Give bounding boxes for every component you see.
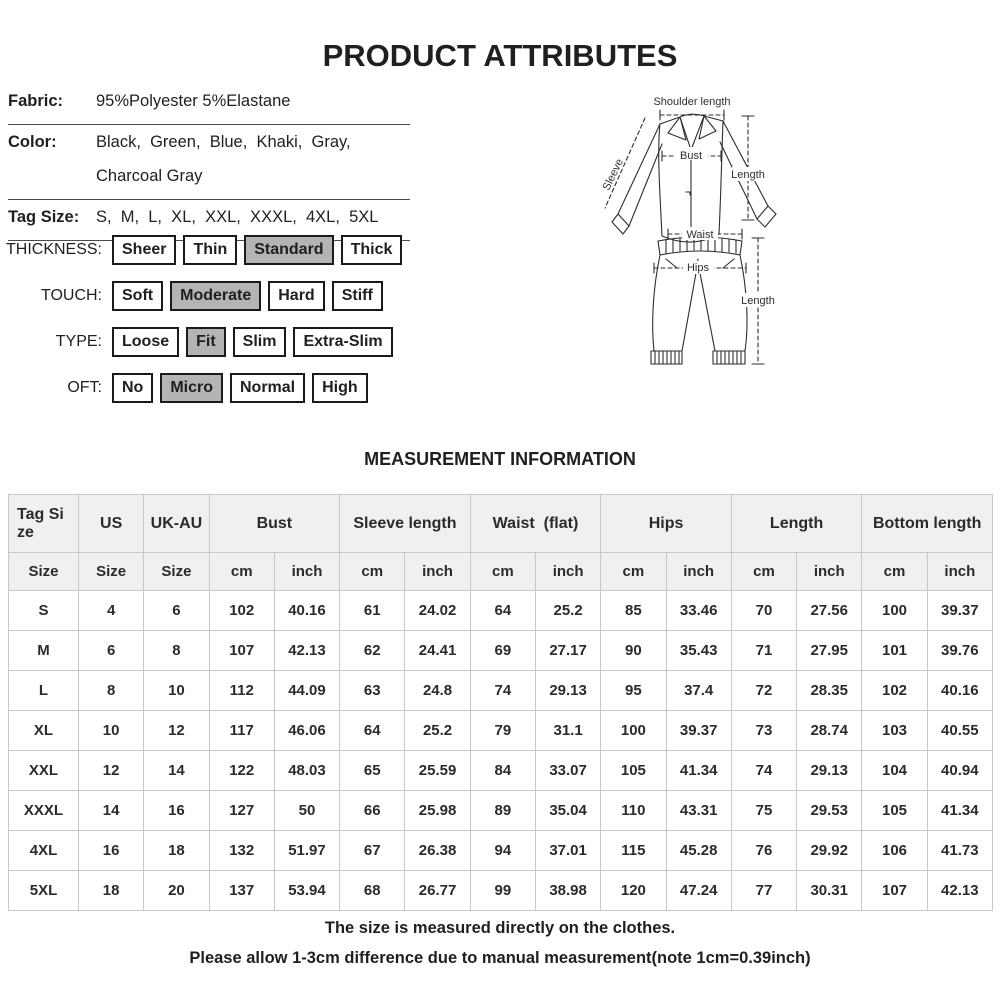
waist-label: Waist [686,229,714,241]
sub-header: inch [274,553,339,591]
value-cell: 16 [144,791,209,831]
size-cell: L [9,671,79,711]
value-cell: 107 [209,631,274,671]
value-cell: 33.46 [666,591,731,631]
type-row [0,326,420,358]
col-header-bust: Bust [209,495,340,553]
touch-option-moderate[interactable]: Moderate [170,281,261,311]
value-cell: 35.04 [535,791,600,831]
touch-option-stiff[interactable]: Stiff [332,281,383,311]
touch-label: TOUCH: [40,287,102,304]
value-cell: 77 [731,871,796,911]
value-cell: 8 [144,631,209,671]
value-cell: 40.16 [274,591,339,631]
value-cell: 67 [340,831,405,871]
value-cell: 69 [470,631,535,671]
value-cell: 41.34 [927,791,992,831]
value-cell: 104 [862,751,927,791]
value-cell: 110 [601,791,666,831]
value-cell: 24.02 [405,591,470,631]
footer-notes [0,919,1000,968]
note-line-2: Please allow 1-3cm difference due to manual measurement(note 1cm=0.39inch) [189,949,811,967]
value-cell: 27.56 [797,591,862,631]
value-cell: 39.37 [666,711,731,751]
value-cell: 73 [731,711,796,751]
value-cell: 122 [209,751,274,791]
size-cell: XXXL [9,791,79,831]
value-cell: 18 [79,871,144,911]
type-chips [112,327,400,357]
value-cell: 25.59 [405,751,470,791]
value-cell: 6 [144,591,209,631]
value-cell: 127 [209,791,274,831]
oft-option-high[interactable]: High [312,373,368,403]
table-sub-header-row [9,553,993,591]
value-cell: 42.13 [274,631,339,671]
touch-row [0,280,420,312]
touch-option-soft[interactable]: Soft [112,281,163,311]
value-cell: 6 [79,631,144,671]
value-cell: 12 [79,751,144,791]
value-cell: 24.8 [405,671,470,711]
sub-header: cm [470,553,535,591]
value-cell: 26.77 [405,871,470,911]
value-cell: 39.37 [927,591,992,631]
size-cell: S [9,591,79,631]
value-cell: 106 [862,831,927,871]
oft-label: OFT: [67,379,102,396]
size-cell: XXL [9,751,79,791]
value-cell: 24.41 [405,631,470,671]
value-cell: 100 [601,711,666,751]
value-cell: 120 [601,871,666,911]
touch-option-hard[interactable]: Hard [268,281,324,311]
pants-length-label: Length [741,295,775,307]
col-header-sleeve-length: Sleeve length [340,495,471,553]
sub-header: cm [209,553,274,591]
size-cell: 4XL [9,831,79,871]
table-row [9,791,993,831]
value-cell: 30.31 [797,871,862,911]
table-group-header-row [9,495,993,553]
table-row [9,751,993,791]
tag-size-label: Tag Size: [8,208,80,226]
color-value-line1: Black, Green, Blue, Khaki, Gray, [96,133,351,151]
color-value-line2: Charcoal Gray [96,167,203,185]
value-cell: 25.98 [405,791,470,831]
col-header-length: Length [731,495,862,553]
thickness-row [0,234,420,266]
value-cell: 41.73 [927,831,992,871]
measurement-title: MEASUREMENT INFORMATION [364,449,636,469]
value-cell: 115 [601,831,666,871]
value-cell: 46.06 [274,711,339,751]
value-cell: 33.07 [535,751,600,791]
value-cell: 74 [731,751,796,791]
shoulder-length-label: Shoulder length [653,96,731,108]
value-cell: 105 [601,751,666,791]
oft-chips [112,373,375,403]
color-label: Color: [8,133,57,151]
value-cell: 137 [209,871,274,911]
col-header-us: US [79,495,144,553]
table-row [9,711,993,751]
value-cell: 102 [209,591,274,631]
sub-header: Size [9,553,79,591]
value-cell: 27.17 [535,631,600,671]
sub-header: cm [731,553,796,591]
value-cell: 29.13 [797,751,862,791]
fabric-value: 95%Polyester 5%Elastane [96,92,291,110]
col-header-hips: Hips [601,495,732,553]
oft-option-normal[interactable]: Normal [230,373,305,403]
value-cell: 70 [731,591,796,631]
product-attributes-list [8,84,410,241]
value-cell: 28.35 [797,671,862,711]
value-cell: 37.4 [666,671,731,711]
type-option-fit[interactable]: Fit [186,327,226,357]
type-label: TYPE: [55,333,102,350]
value-cell: 14 [79,791,144,831]
size-cell: XL [9,711,79,751]
col-header-waist: Waist (flat) [470,495,601,553]
value-cell: 117 [209,711,274,751]
value-cell: 100 [862,591,927,631]
value-cell: 27.95 [797,631,862,671]
value-cell: 12 [144,711,209,751]
value-cell: 48.03 [274,751,339,791]
value-cell: 26.38 [405,831,470,871]
value-cell: 105 [862,791,927,831]
sub-header: inch [535,553,600,591]
value-cell: 90 [601,631,666,671]
sleeve-label: Sleeve [600,156,627,193]
hips-label: Hips [686,262,710,274]
note-line-1: The size is measured directly on the clothes. [324,919,676,937]
value-cell: 89 [470,791,535,831]
value-cell: 84 [470,751,535,791]
value-cell: 43.31 [666,791,731,831]
value-cell: 29.53 [797,791,862,831]
value-cell: 79 [470,711,535,751]
col-header-uk-au: UK-AU [144,495,209,553]
value-cell: 107 [862,871,927,911]
value-cell: 99 [470,871,535,911]
size-cell: 5XL [9,871,79,911]
oft-row [0,372,420,404]
value-cell: 102 [862,671,927,711]
measurement-table-body [9,591,993,911]
color-value [96,133,351,186]
size-cell: M [9,631,79,671]
sub-header: Size [144,553,209,591]
table-row [9,831,993,871]
thickness-option-standard[interactable]: Standard [244,235,333,265]
type-option-slim[interactable]: Slim [233,327,287,357]
shirt-length-label: Length [731,169,765,181]
value-cell: 25.2 [405,711,470,751]
value-cell: 62 [340,631,405,671]
thickness-option-thin[interactable]: Thin [183,235,237,265]
value-cell: 75 [731,791,796,831]
table-row [9,591,993,631]
thickness-option-thick[interactable]: Thick [341,235,403,265]
value-cell: 50 [274,791,339,831]
value-cell: 63 [340,671,405,711]
value-cell: 4 [79,591,144,631]
value-cell: 72 [731,671,796,711]
value-cell: 103 [862,711,927,751]
value-cell: 61 [340,591,405,631]
value-cell: 132 [209,831,274,871]
value-cell: 38.98 [535,871,600,911]
thickness-chips [112,235,409,265]
value-cell: 31.1 [535,711,600,751]
option-rows [0,234,420,418]
value-cell: 94 [470,831,535,871]
sub-header: inch [797,553,862,591]
value-cell: 74 [470,671,535,711]
measurement-table [8,494,993,911]
value-cell: 39.76 [927,631,992,671]
value-cell: 71 [731,631,796,671]
touch-chips [112,281,390,311]
value-cell: 42.13 [927,871,992,911]
thickness-label: THICKNESS: [5,241,102,258]
color-row [8,125,410,200]
thickness-option-sheer[interactable]: Sheer [112,235,176,265]
table-row [9,631,993,671]
sub-header: cm [862,553,927,591]
sub-header: Size [79,553,144,591]
value-cell: 18 [144,831,209,871]
value-cell: 45.28 [666,831,731,871]
value-cell: 64 [340,711,405,751]
oft-option-no[interactable]: No [112,373,153,403]
sub-header: inch [405,553,470,591]
value-cell: 10 [144,671,209,711]
value-cell: 64 [470,591,535,631]
value-cell: 66 [340,791,405,831]
value-cell: 47.24 [666,871,731,911]
value-cell: 25.2 [535,591,600,631]
type-option-extra-slim[interactable]: Extra-Slim [293,327,392,357]
garment-measurement-diagram [596,88,810,378]
value-cell: 40.94 [927,751,992,791]
value-cell: 20 [144,871,209,911]
bust-label: Bust [679,150,703,162]
value-cell: 101 [862,631,927,671]
value-cell: 8 [79,671,144,711]
value-cell: 29.13 [535,671,600,711]
value-cell: 95 [601,671,666,711]
value-cell: 65 [340,751,405,791]
value-cell: 14 [144,751,209,791]
table-row [9,871,993,911]
value-cell: 68 [340,871,405,911]
value-cell: 44.09 [274,671,339,711]
page-title: PRODUCT ATTRIBUTES [322,38,678,73]
sub-header: inch [927,553,992,591]
fabric-row [8,84,410,125]
value-cell: 40.55 [927,711,992,751]
col-header-bottom-length: Bottom length [862,495,993,553]
value-cell: 85 [601,591,666,631]
sub-header: cm [340,553,405,591]
sub-header: inch [666,553,731,591]
tag-size-value: S, M, L, XL, XXL, XXXL, 4XL, 5XL [96,208,379,226]
value-cell: 35.43 [666,631,731,671]
value-cell: 51.97 [274,831,339,871]
col-header-tag-size: Tag Size [9,495,79,553]
oft-option-micro[interactable]: Micro [160,373,223,403]
value-cell: 112 [209,671,274,711]
value-cell: 10 [79,711,144,751]
value-cell: 16 [79,831,144,871]
value-cell: 37.01 [535,831,600,871]
table-row [9,671,993,711]
fabric-label: Fabric: [8,92,64,110]
type-option-loose[interactable]: Loose [112,327,179,357]
sub-header: cm [601,553,666,591]
value-cell: 29.92 [797,831,862,871]
value-cell: 40.16 [927,671,992,711]
value-cell: 41.34 [666,751,731,791]
value-cell: 53.94 [274,871,339,911]
value-cell: 28.74 [797,711,862,751]
value-cell: 76 [731,831,796,871]
